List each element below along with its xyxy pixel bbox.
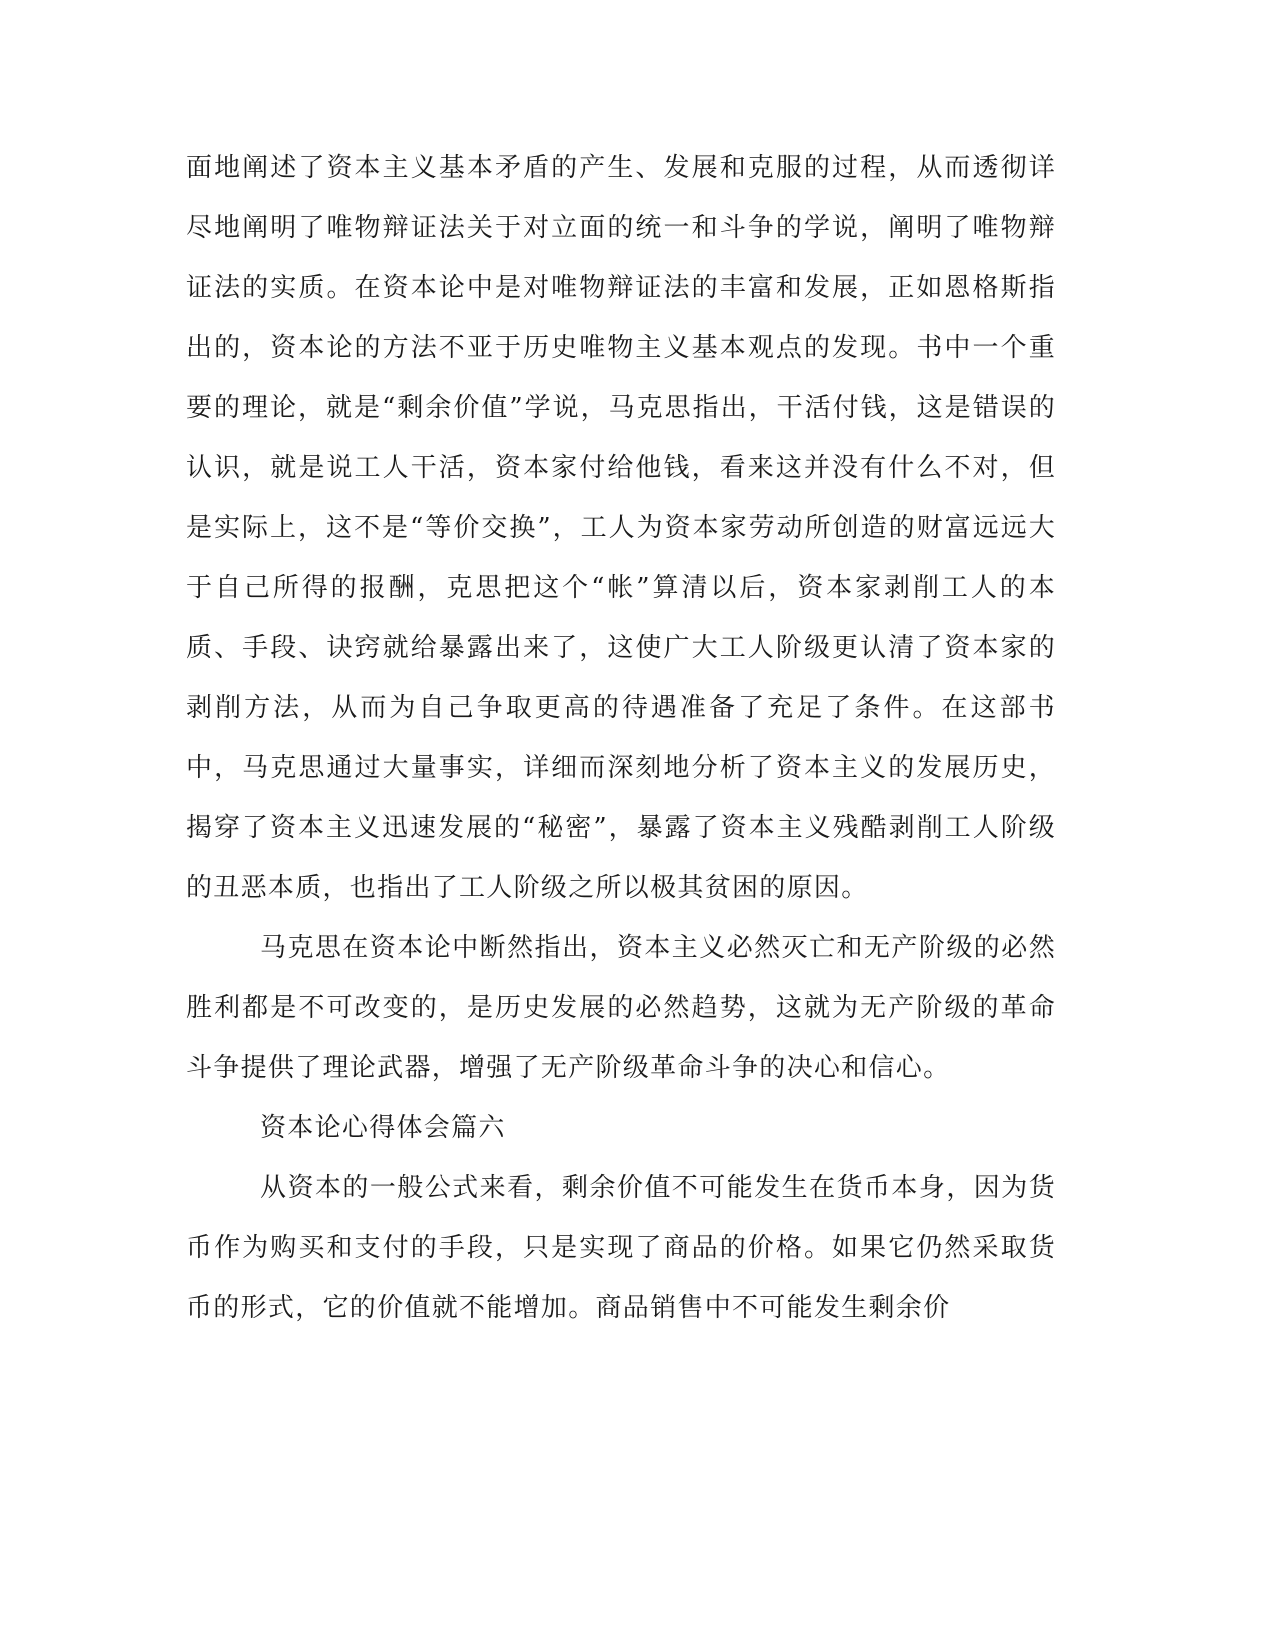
section-heading: 资本论心得体会篇六: [260, 1113, 506, 1143]
document-body: [186, 138, 1056, 1338]
paragraph-conclusion: 马克思在资本论中断然指出，资本主义必然灭亡和无产阶级的必然胜利都是不可改变的，是历史发展的必然趋势，这就为无产阶级的革命斗争提供了理论武器，增强了无产阶级革命斗争的决心和信心。: [186, 933, 1056, 1083]
paragraph-continuation: 面地阐述了资本主义基本矛盾的产生、发展和克服的过程，从而透彻详尽地阐明了唯物辩证法关于对立面的统一和斗争的学说，阐明了唯物辩证法的实质。在资本论中是对唯物辩证法的丰富和发展，正如恩格斯指出的，资本论的方法不亚于历史唯物主义基本观点的发现。书中一个重要的理论，就是“剩余价值”学说，马克思指出，干活付钱，这是错误的认识，就是说工人干活，资本家付给他钱，看来这并没有什么不对，但是实际上，这不是“等价交换”，工人为资本家劳动所创造的财富远远大于自己所得的报酬，克思把这个“帐”算清以后，资本家剥削工人的本质、手段、诀窍就给暴露出来了，这使广大工人阶级更认清了资本家的剥削方法，从而为自己争取更高的待遇准备了充足了条件。在这部书中，马克思通过大量事实，详细而深刻地分析了资本主义的发展历史，揭穿了资本主义迅速发展的“秘密”，暴露了资本主义残酷剥削工人阶级的丑恶本质，也指出了工人阶级之所以极其贫困的原因。: [186, 153, 1056, 903]
paragraph-section-six-intro: 从资本的一般公式来看，剩余价值不可能发生在货币本身，因为货币作为购买和支付的手段，只是实现了商品的价格。如果它仍然采取货币的形式，它的价值就不能增加。商品销售中不可能发生剩余价: [186, 1173, 1056, 1323]
